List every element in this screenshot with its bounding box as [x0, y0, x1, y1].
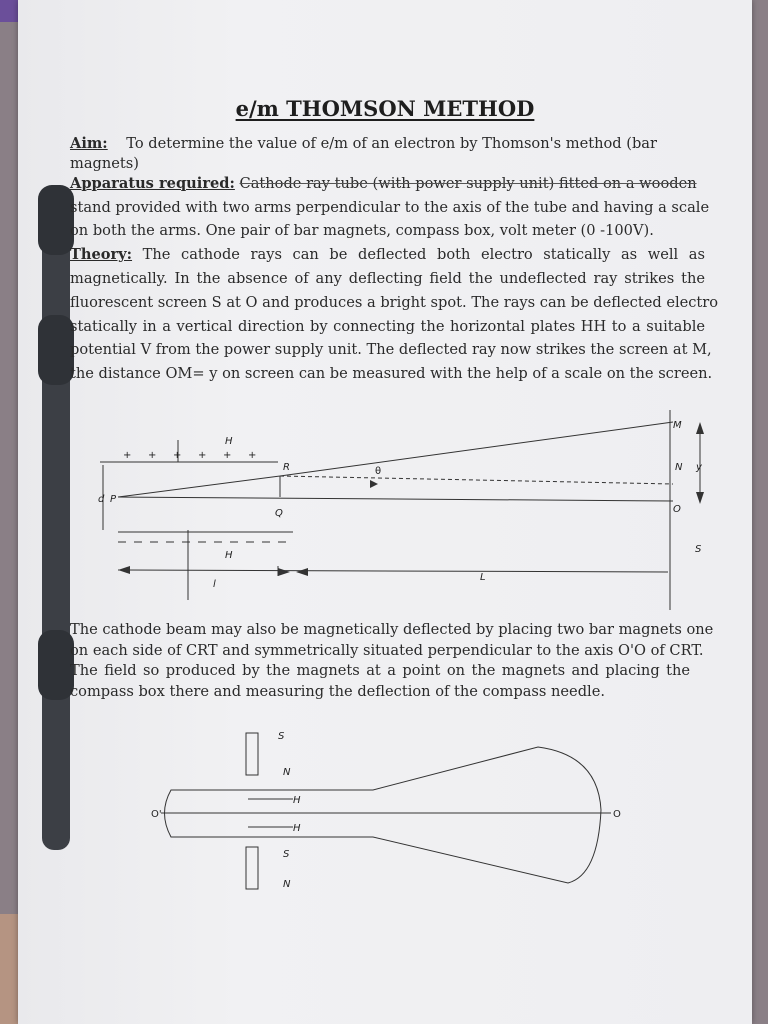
label-y: y — [696, 462, 702, 473]
theory-text-4: statically in a vertical direction by connecting the horizontal plates HH to a suitable — [70, 317, 705, 335]
theory-line — [70, 243, 705, 267]
aim-label: Aim: — [70, 135, 108, 152]
intro-section — [70, 132, 719, 386]
theory-text-2: magnetically. In the absence of any deflecting field the undeflected ray strikes the — [70, 269, 705, 287]
label-r: R — [283, 462, 290, 473]
svg-text:+: + — [173, 450, 182, 461]
ray-in-plates — [118, 476, 280, 497]
electrostatic-deflection-diagram — [78, 400, 718, 615]
svg-text:+: + — [123, 450, 132, 461]
deflected-ray — [280, 422, 673, 476]
theory-text-5: potential V from the power supply unit. The deflected ray now strikes the screen at M, — [70, 341, 712, 359]
label-s-top: S — [278, 731, 285, 742]
label-o: O — [673, 504, 681, 515]
page-title: e/m THOMSON METHOD — [235, 96, 535, 121]
label-l-small: l — [213, 579, 216, 590]
l-arrow-head-right — [278, 568, 290, 576]
theory-text-3: fluorescent screen S at O and produces a bright spot. The rays can be deflected electro — [70, 293, 719, 311]
label-m: M — [673, 420, 682, 431]
crt-tube — [165, 747, 602, 883]
label-s: S — [695, 544, 702, 555]
undeflected-axis — [118, 497, 673, 501]
apparatus-label: Apparatus required: — [70, 174, 235, 192]
label-d: d — [98, 494, 105, 505]
label-p: P — [110, 494, 117, 505]
label-theta: θ — [375, 466, 382, 477]
magnetic-text-2: on each side of CRT and symmetrically situated perpendicular to the axis O'O of CRT. — [70, 641, 704, 659]
label-n: N — [675, 462, 683, 473]
magnetic-text-1: The cathode beam may also be magnetically deflected by placing two bar magnets one — [70, 621, 714, 638]
aim-line — [70, 132, 705, 156]
label-h-bottom: H — [225, 550, 233, 561]
theory-label: Theory: — [70, 246, 133, 264]
label-l-large: L — [480, 572, 486, 583]
bottom-bar-magnet — [246, 847, 258, 889]
magnetic-text-3: The field so produced by the magnets at a point on the magnets and placing the — [70, 662, 690, 679]
theory-text-1: The cathode rays can be deflected both electro statically as well as — [142, 246, 705, 264]
aim-text-1: To determine the value of e/m of an electron by Thomson's method (bar — [126, 135, 657, 152]
binder-ring-bottom — [38, 630, 74, 700]
svg-text:+: + — [198, 450, 207, 461]
top-bar-magnet — [246, 733, 258, 775]
label-h-lower: H — [293, 823, 301, 834]
magnetic-text-4: compass box there and measuring the deflection of the compass needle. — [70, 682, 605, 700]
theory-text-6: the distance OM= y on screen can be measured with the help of a scale on the screen. — [70, 365, 713, 383]
length-arrow — [118, 570, 668, 572]
y-arrow-head-up — [696, 422, 704, 434]
label-o-right: O — [613, 809, 621, 820]
svg-text:+: + — [248, 450, 257, 461]
ray-direction-arrow — [370, 480, 378, 488]
apparatus-text-2: stand provided with two arms perpendicular to the axis of the tube and having a scale — [70, 198, 710, 216]
aim-text-2: magnets) — [70, 154, 139, 172]
label-o-prime: O' — [151, 809, 162, 820]
crt-magnet-diagram — [143, 725, 623, 900]
apparatus-text-1: Cathode ray tube (with power supply unit) fitted on a wooden — [239, 174, 697, 192]
label-h-upper: H — [293, 795, 301, 806]
apparatus-line — [70, 172, 705, 196]
binder-spine — [42, 185, 70, 850]
label-n-top: N — [283, 767, 291, 778]
document-page — [18, 0, 752, 1024]
apparatus-text-3: on both the arms. One pair of bar magnets, compass box, volt meter (0 -100V). — [70, 222, 654, 240]
binder-ring-top — [38, 185, 74, 255]
magnetic-section — [70, 620, 714, 702]
L-arrow-head-left — [296, 568, 308, 576]
label-n-bottom: N — [283, 879, 291, 890]
label-q: Q — [275, 508, 283, 519]
label-s-bottom: S — [283, 849, 290, 860]
dashed-reference — [280, 476, 673, 484]
label-h-top: H — [225, 436, 233, 447]
binder-ring-middle — [38, 315, 74, 385]
y-arrow-head-down — [696, 492, 704, 504]
svg-text:+: + — [148, 450, 157, 461]
l-arrow-head-left — [118, 566, 130, 574]
svg-text:+: + — [223, 450, 232, 461]
